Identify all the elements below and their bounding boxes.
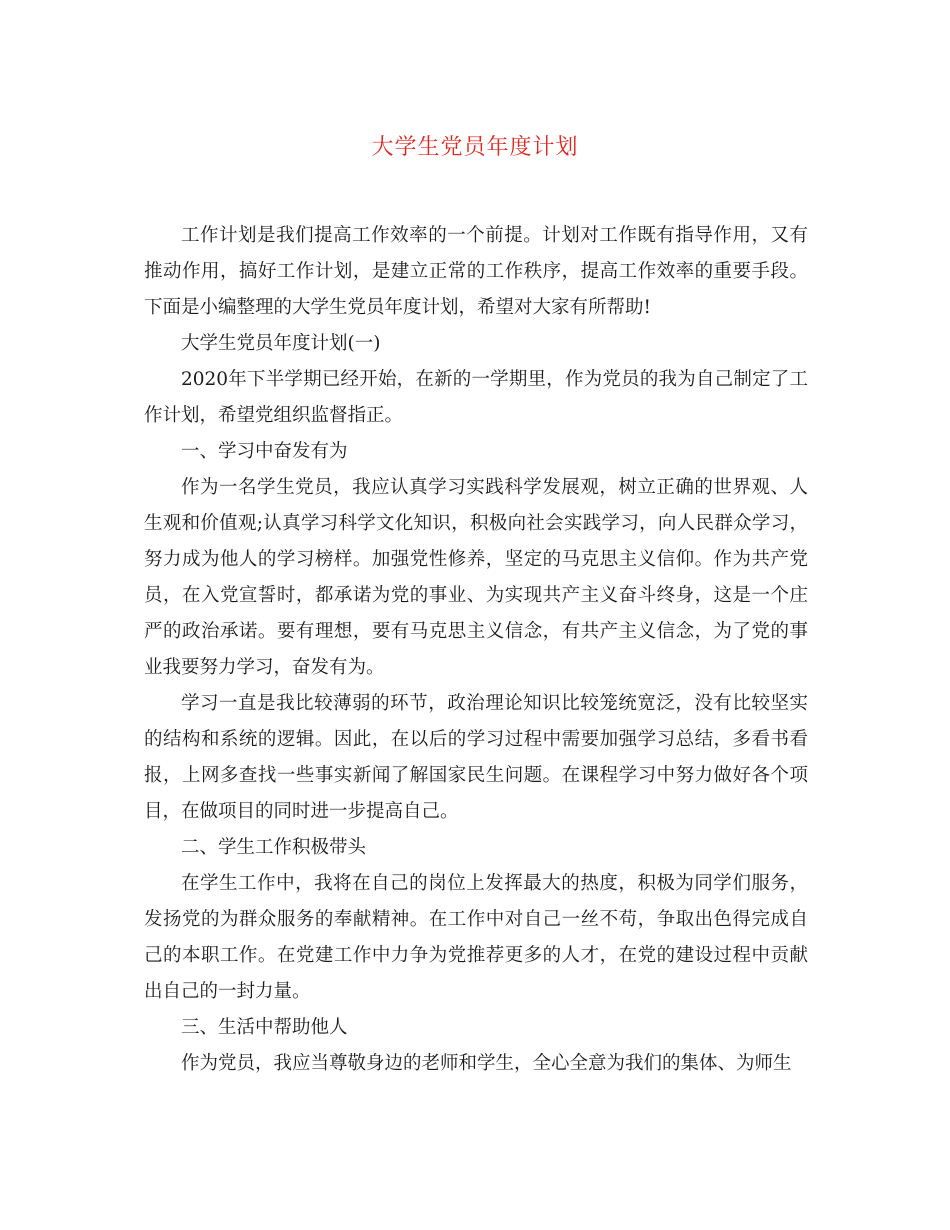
intro-paragraph: 工作计划是我们提高工作效率的一个前提。计划对工作既有指导作用，又有推动作用，搞好工作计划，是建立正常的工作秩序，提高工作效率的重要手段。下面是小编整理的大学生党员年度计划，希望对大家有所帮助! (144, 225, 808, 318)
heading-life: 三、生活中帮助他人 (181, 1017, 348, 1038)
study-paragraph-1: 作为一名学生党员，我应认真学习实践科学发展观，树立正确的世界观、人生观和价值观;认真学习科学文化知识，积极向社会实践学习，向人民群众学习，努力成为他人的学习榜样。加强党性修养，坚定的马克思主义信仰。作为共产党员，在入党宣誓时，都承诺为党的事业、为实现共产主义奋斗终身，这是一个庄严的政治承诺。要有理想，要有马克思主义信念，有共产主义信念，为了党的事业我要努力学习，奋发有为。 (144, 477, 808, 678)
section-heading-plan-one: 大学生党员年度计划(一) (181, 333, 381, 354)
document-title: 大学生党员年度计划 (371, 135, 579, 160)
opening-paragraph: 2020年下半学期已经开始，在新的一学期里，作为党员的我为自己制定了工作计划，希望党组织监督指正。 (144, 369, 808, 426)
heading-study: 一、学习中奋发有为 (181, 441, 348, 462)
study-paragraph-2: 学习一直是我比较薄弱的环节，政治理论知识比较笼统宽泛，没有比较坚实的结构和系统的逻辑。因此，在以后的学习过程中需要加强学习总结，多看书看报，上网多查找一些事实新闻了解国家民生问题。在课程学习中努力做好各个项目，在做项目的同时进一步提高自己。 (144, 693, 808, 822)
heading-student-work: 二、学生工作积极带头 (181, 837, 367, 858)
life-paragraph: 作为党员，我应当尊敬身边的老师和学生，全心全意为我们的集体、为师生 (181, 1053, 792, 1074)
student-work-paragraph: 在学生工作中，我将在自己的岗位上发挥最大的热度，积极为同学们服务，发扬党的为群众服务的奉献精神。在工作中对自己一丝不苟，争取出色得完成自己的本职工作。在党建工作中力争为党推荐更多的人才，在党的建设过程中贡献出自己的一封力量。 (144, 873, 808, 1002)
document-body (144, 218, 808, 1082)
